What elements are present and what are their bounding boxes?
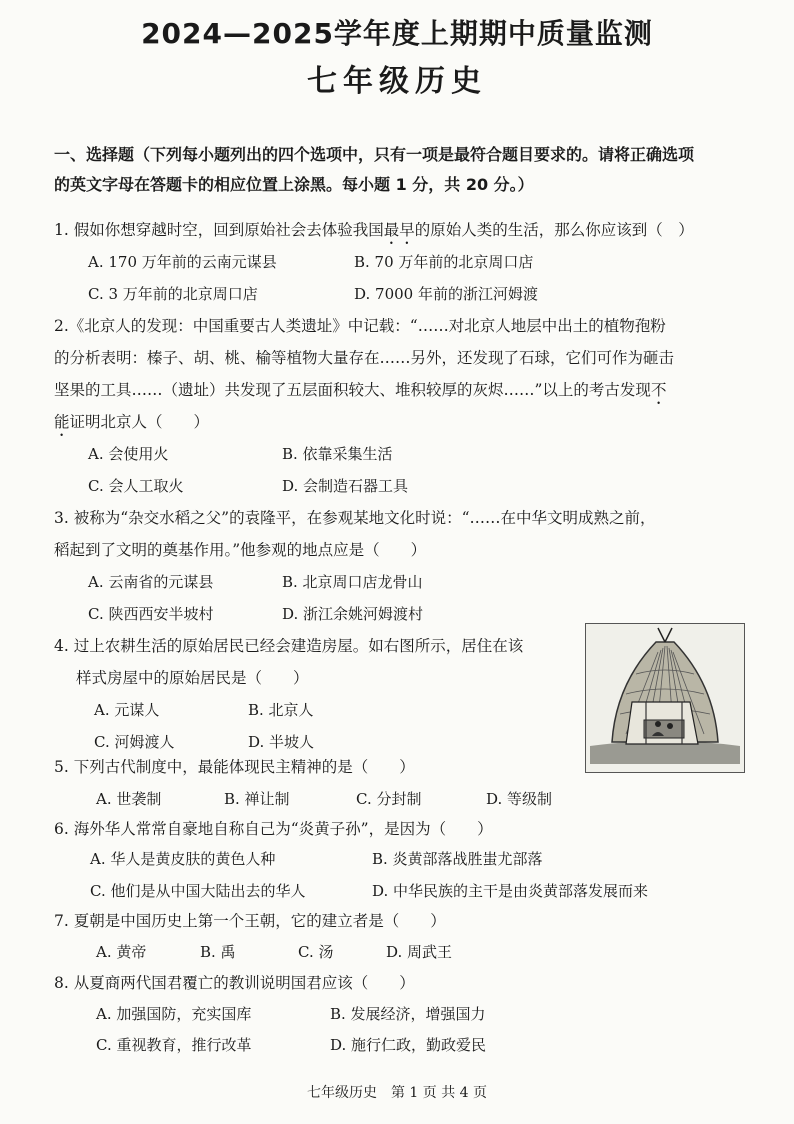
- emphasis-mark: 最早: [383, 221, 415, 239]
- question-4-option-a: A. 元谋人: [94, 701, 160, 719]
- question-6-option-d: D. 中华民族的主干是由炎黄部落发展而来: [372, 882, 649, 900]
- question-1-stem: 1. 假如你想穿越时空，回到原始社会去体验我国最早的原始人类的生活，那么你应该到（ ）: [54, 221, 694, 239]
- question-2-stem-line: 2.《北京人的发现：中国重要古人类遗址》中记载：“……对北京人地层中出土的植物孢粉: [54, 317, 666, 335]
- question-3-option-b: B. 北京周口店龙骨山: [282, 573, 423, 591]
- question-7-stem-line: 7. 夏朝是中国历史上第一个王朝，它的建立者是（ ）: [54, 912, 446, 930]
- question-3-stem-line: 3. 被称为“杂交水稻之父”的袁隆平，在参观某地文化时说：“……在中华文明成熟之前，: [54, 509, 656, 527]
- question-7-option-b: B. 禹: [200, 943, 236, 961]
- question-7-option-a: A. 黄帝: [96, 943, 147, 961]
- question-4-stem-line: 样式房屋中的原始居民是（ ）: [76, 669, 309, 687]
- question-1-option-b: B. 70 万年前的北京周口店: [354, 253, 534, 271]
- question-8-option-b: B. 发展经济，增强国力: [330, 1005, 486, 1023]
- question-7-option-d: D. 周武王: [386, 943, 453, 961]
- emphasis-mark: 能: [54, 413, 70, 431]
- question-8-option-c: C. 重视教育，推行改革: [96, 1036, 252, 1054]
- question-5-option-c: C. 分封制: [356, 790, 422, 808]
- question-8-stem-line: 8. 从夏商两代国君覆亡的教训说明国君应该（ ）: [54, 974, 415, 992]
- section-heading: [54, 140, 754, 200]
- thatched-hut-illustration: [586, 624, 744, 772]
- question-4-option-b: B. 北京人: [248, 701, 314, 719]
- question-5-option-b: B. 禅让制: [224, 790, 290, 808]
- question-6-option-a: A. 华人是黄皮肤的黄色人种: [90, 850, 276, 868]
- emphasis-mark: 不: [650, 381, 667, 399]
- question-8-option-d: D. 施行仁政，勤政爱民: [330, 1036, 487, 1054]
- exam-subject: 七年级历史: [307, 64, 487, 99]
- question-3-option-a: A. 云南省的元谋县: [88, 573, 214, 591]
- question-3-option-d: D. 浙江余姚河姆渡村: [282, 605, 424, 623]
- question-3-option-c: C. 陕西西安半坡村: [88, 605, 214, 623]
- question-6-option-b: B. 炎黄部落战胜蚩尤部落: [372, 850, 543, 868]
- question-5-stem-line: 5. 下列古代制度中，最能体现民主精神的是（ ）: [54, 758, 415, 776]
- exam-title: 2024—2025学年度上期期中质量监测: [141, 17, 653, 50]
- question-3-stem-line: 稻起到了文明的奠基作用。”他参观的地点应是（ ）: [54, 541, 427, 559]
- question-6-option-c: C. 他们是从中国大陆出去的华人: [90, 882, 306, 900]
- question-2-option-b: B. 依靠采集生活: [282, 445, 393, 463]
- question-4-stem-line: 4. 过上农耕生活的原始居民已经会建造房屋。如右图所示，居住在该: [54, 637, 524, 655]
- section-heading-line: 的英文字母在答题卡的相应位置上涂黑。每小题 1 分，共 20 分。）: [54, 175, 534, 194]
- question-5-option-a: A. 世袭制: [96, 790, 162, 808]
- semi-subterranean-house-figure: [585, 623, 745, 773]
- question-2-stem-line: 坚果的工具……（遗址）共发现了五层面积较大、堆积较厚的灰烬……”以上的考古发现不: [54, 381, 667, 399]
- question-1-option-c: C. 3 万年前的北京周口店: [88, 285, 258, 303]
- question-2-stem-line: 能证明北京人（ ）: [54, 413, 210, 431]
- question-6-stem-line: 6. 海外华人常常自豪地自称自己为“炎黄子孙”，是因为（ ）: [54, 820, 493, 838]
- question-4-option-d: D. 半坡人: [248, 733, 315, 751]
- section-heading-line: 一、选择题（下列每小题列出的四个选项中，只有一项是最符合题目要求的。请将正确选项: [54, 145, 695, 164]
- question-8-option-a: A. 加强国防，充实国库: [96, 1005, 252, 1023]
- question-2-stem-line: 的分析表明：榛子、胡、桃、榆等植物大量存在……另外，还发现了石球，它们可作为砸击: [54, 349, 675, 367]
- question-4-option-c: C. 河姆渡人: [94, 733, 175, 751]
- question-2-option-c: C. 会人工取火: [88, 477, 184, 495]
- question-1-option-d: D. 7000 年前的浙江河姆渡: [354, 285, 538, 303]
- question-2-option-d: D. 会制造石器工具: [282, 477, 409, 495]
- question-2-option-a: A. 会使用火: [88, 445, 169, 463]
- question-7-option-c: C. 汤: [298, 943, 334, 961]
- question-5-option-d: D. 等级制: [486, 790, 553, 808]
- page-footer: 七年级历史 第 1 页 共 4 页: [306, 1085, 488, 1101]
- question-1-option-a: A. 170 万年前的云南元谋县: [88, 253, 277, 271]
